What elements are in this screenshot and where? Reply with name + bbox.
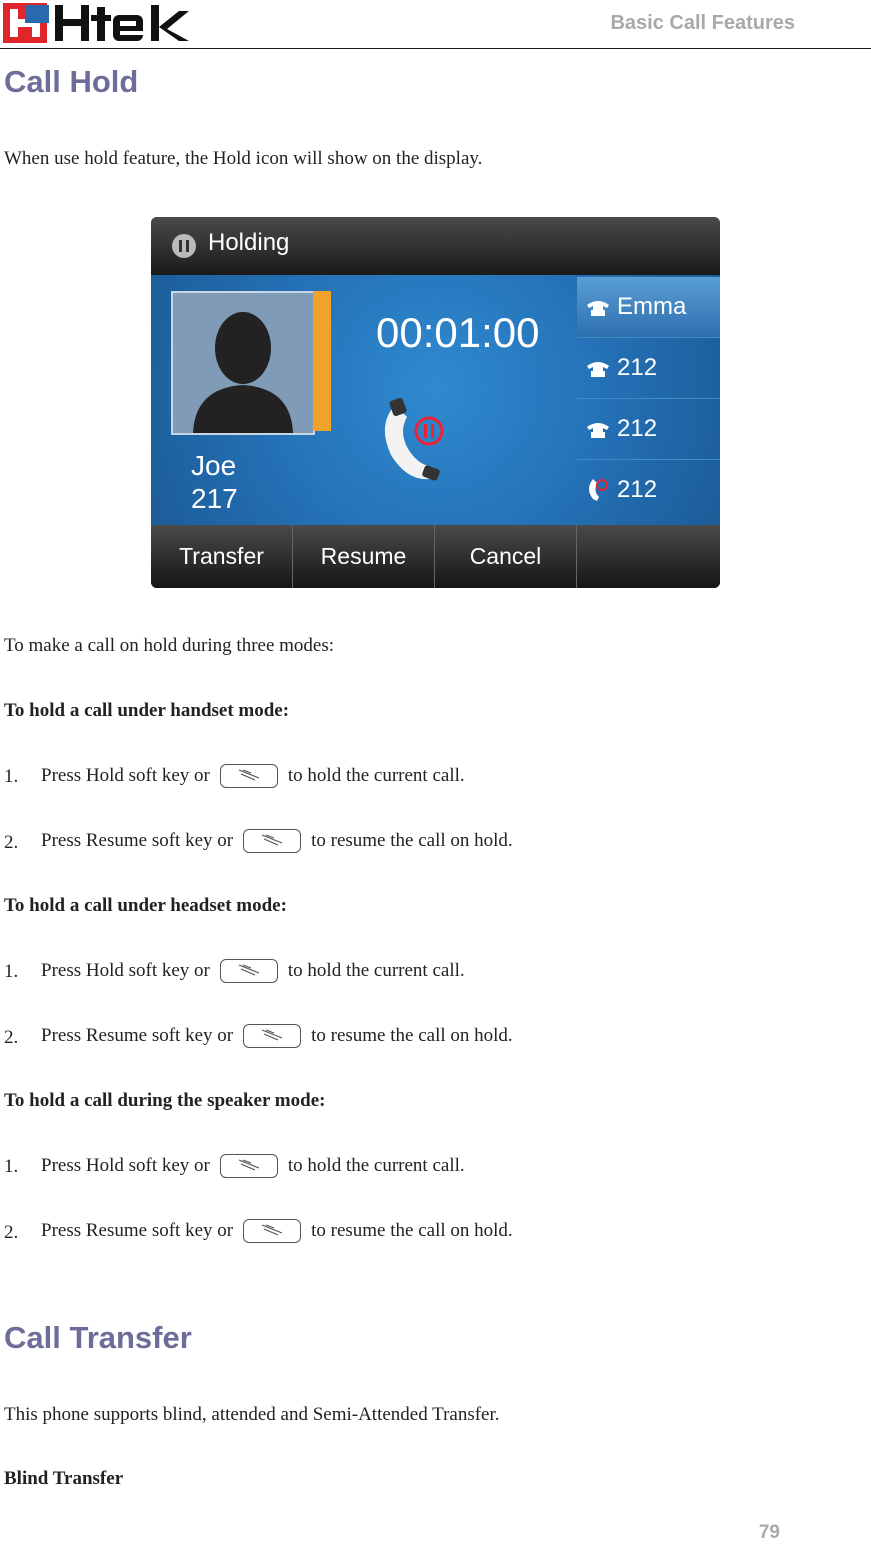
- list-item-after: to resume the call on hold.: [311, 830, 513, 851]
- phone-icon: [585, 297, 611, 317]
- modes-intro: To make a call on hold during three modes:: [4, 635, 335, 656]
- softkey-empty[interactable]: [577, 525, 718, 588]
- softkey-resume[interactable]: Resume: [293, 525, 435, 588]
- list-number: 2.: [4, 1027, 19, 1048]
- call-timer: 00:01:00: [376, 309, 540, 356]
- header-divider: [0, 48, 871, 49]
- list-item-before: Press Resume soft key or: [41, 1220, 234, 1241]
- list-number: 1.: [4, 1156, 19, 1177]
- list-item-before: Press Hold soft key or: [41, 765, 210, 786]
- phone-icon: [585, 358, 611, 378]
- hold-icon: [171, 233, 197, 259]
- phone-screen-image: [151, 217, 720, 588]
- phone-icon: [585, 419, 611, 439]
- call-hold-heading: Call Hold: [4, 64, 139, 99]
- list-item-after: to resume the call on hold.: [311, 1220, 513, 1241]
- phone-status-bar: [151, 217, 720, 275]
- hold-key-icon: [220, 764, 278, 788]
- list-item: [41, 959, 465, 983]
- caller-name: Joe: [191, 450, 237, 481]
- list-item: [41, 829, 513, 853]
- list-item-before: Press Hold soft key or: [41, 1155, 210, 1176]
- line-key-label: 212: [617, 476, 658, 503]
- list-item-before: Press Hold soft key or: [41, 960, 210, 981]
- blind-transfer-subheading: Blind Transfer: [4, 1468, 124, 1489]
- list-number: 1.: [4, 961, 19, 982]
- softkey-cancel[interactable]: Cancel: [435, 525, 577, 588]
- hold-key-icon: [243, 1219, 301, 1243]
- list-item: [41, 1219, 513, 1243]
- list-item-after: to hold the current call.: [287, 1155, 465, 1176]
- line-key-label: Emma: [617, 293, 687, 320]
- list-number: 1.: [4, 766, 19, 787]
- list-item-before: Press Resume soft key or: [41, 1025, 234, 1046]
- list-item: [41, 1024, 513, 1048]
- person-icon: [173, 293, 313, 433]
- caller-avatar: [171, 291, 315, 435]
- hold-key-icon: [220, 1154, 278, 1178]
- line-key[interactable]: [577, 338, 720, 399]
- section-title-speaker: To hold a call during the speaker mode:: [4, 1090, 326, 1111]
- call-hold-intro: When use hold feature, the Hold icon will show on the display.: [4, 148, 483, 169]
- list-number: 2.: [4, 1222, 19, 1243]
- list-item-after: to hold the current call.: [287, 765, 465, 786]
- call-transfer-intro: This phone supports blind, attended and Semi-Attended Transfer.: [4, 1404, 500, 1425]
- list-item: [41, 1154, 465, 1178]
- hold-key-icon: [243, 829, 301, 853]
- list-item-after: to resume the call on hold.: [311, 1025, 513, 1046]
- line-key[interactable]: [577, 277, 720, 338]
- htek-logo: [3, 3, 191, 43]
- section-title-headset: To hold a call under headset mode:: [4, 895, 287, 916]
- list-item: [41, 764, 465, 788]
- line-key-list: [577, 277, 720, 525]
- list-item-after: to hold the current call.: [287, 960, 465, 981]
- phone-status-text: Holding: [208, 229, 290, 256]
- call-transfer-heading: Call Transfer: [4, 1320, 192, 1355]
- caller-number: 217: [191, 483, 238, 514]
- softkey-transfer[interactable]: Transfer: [151, 525, 293, 588]
- phone-call-area: [151, 275, 720, 525]
- line-key-label: 212: [617, 415, 658, 442]
- line-key-label: 212: [617, 354, 658, 381]
- list-number: 2.: [4, 832, 19, 853]
- line-key[interactable]: [577, 399, 720, 460]
- list-item-before: Press Resume soft key or: [41, 830, 234, 851]
- handset-hold-small-icon: [587, 477, 609, 503]
- phone-softkey-bar: [151, 525, 720, 588]
- hold-key-icon: [220, 959, 278, 983]
- page-number: 79: [758, 1522, 780, 1543]
- handset-hold-icon: [373, 395, 453, 485]
- section-title-handset: To hold a call under handset mode:: [4, 700, 290, 721]
- header-section-title: Basic Call Features: [610, 12, 795, 34]
- avatar-tab: [313, 291, 331, 431]
- line-key[interactable]: [577, 460, 720, 520]
- hold-key-icon: [243, 1024, 301, 1048]
